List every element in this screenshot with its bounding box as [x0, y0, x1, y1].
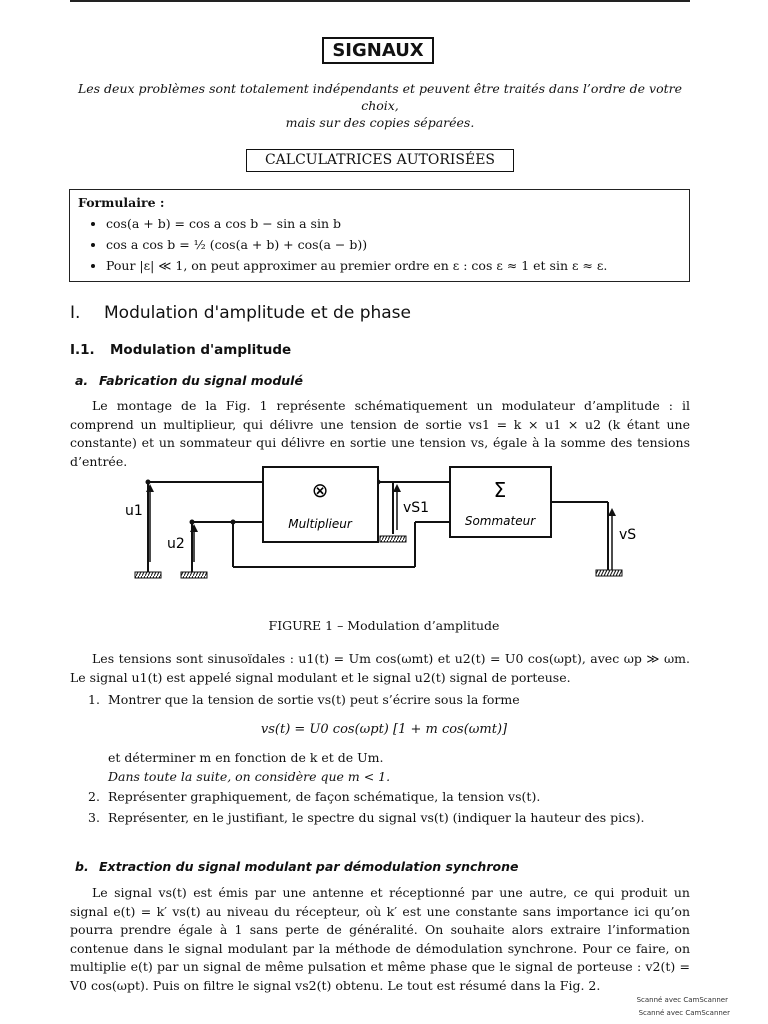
formula-item: • cos(a + b) = cos a cos b − sin a sin b	[106, 213, 681, 234]
formula-box	[69, 189, 690, 282]
u2-label: u2	[167, 536, 185, 552]
multiplier-symbol: ⊗	[311, 478, 329, 502]
figure-1-caption: FIGURE 1 – Modulation d’amplitude	[268, 618, 500, 633]
intro-text	[70, 80, 690, 131]
part-title: Extraction du signal modulant par démodulation synchrone	[99, 859, 519, 874]
page-title: SIGNAUX	[322, 37, 434, 64]
section-heading-1	[70, 303, 411, 323]
paragraph-demodulation: Le signal vs(t) est émis par une antenne et réceptionné par une autre, ce qui produit un signal e(t) = k′ vs(t) au niveau du récepteur, où k′ est une constante sans importance ici qu’on pourra prendre égale à 1 sans perte de généralité. On souhaite alors extraire l’information contenue dans le signal modulant par la méthode de démodulation synchrone. Pour ce faire, on multiplie e(t) par un signal de même pulsation et même phase que le signal de porteuse : v2(t) = V0 cos(ωpt). Puis on filtre le signal vs2(t) obtenu. Le tout est résumé dans la Fig. 2.	[70, 885, 690, 993]
part-title: Fabrication du signal modulé	[99, 373, 303, 388]
paragraph-modulator: Le montage de la Fig. 1 représente schématiquement un modulateur d’amplitude : il comprend un multiplieur, qui délivre une tension de sortie vs1 = k × u1 × u2 (k étant une constante) et un sommateur qui délivre en sortie une tension vs, égale à la somme des tensions d’entrée.	[70, 398, 690, 469]
top-rule	[70, 0, 690, 2]
formula-item: • Pour |ε| ≪ 1, on peut approximer au premier ordre en ε : cos ε ≈ 1 et sin ε ≈ ε.	[106, 255, 681, 276]
section-number: I.	[70, 303, 81, 323]
multiplier-label: Multiplieur	[288, 517, 352, 531]
paragraph-tensions: Les tensions sont sinusoïdales : u1(t) = Um cos(ωmt) et u2(t) = U0 cos(ωpt), avec ωp ≫ ωm. Le signal u1(t) est appelé signal modulant et le signal u2(t) signal de porteuse.	[70, 651, 690, 685]
part-number: a.	[75, 373, 89, 388]
formula-list	[78, 213, 681, 276]
scanner-watermark-1: Scanné avec CamScanner	[636, 996, 728, 1004]
vs-label: vS	[619, 527, 637, 543]
sum-symbol: Σ	[493, 478, 507, 502]
subsection-title: Modulation d'amplitude	[110, 342, 292, 358]
calculators-notice: CALCULATRICES AUTORISÉES	[246, 149, 514, 172]
subsection-heading-1-1	[70, 342, 291, 358]
figure-1-diagram	[115, 462, 655, 597]
question-2: 2. Représenter graphiquement, de façon schématique, la tension vs(t).	[88, 789, 541, 804]
intro-line-1: Les deux problèmes sont totalement indépendants et peuvent être traités dans l’ordre de votre choix,	[77, 81, 683, 113]
vs1-label: vS1	[403, 500, 430, 516]
part-heading-b	[75, 859, 518, 874]
sum-label: Sommateur	[464, 514, 536, 528]
part-number: b.	[75, 859, 89, 874]
question-1-continuation: et déterminer m en fonction de k et de Um. Dans toute la suite, on considère que m < 1.	[108, 750, 391, 784]
part-heading-a	[75, 373, 303, 388]
equation-vs: vs(t) = U0 cos(ωpt) [1 + m cos(ωmt)]	[260, 722, 508, 737]
section-title: Modulation d'amplitude et de phase	[104, 303, 411, 323]
u1-label: u1	[125, 503, 143, 519]
formula-title: Formulaire :	[78, 195, 165, 210]
subsection-number: I.1.	[70, 342, 95, 358]
question-3: 3. Représenter, en le justifiant, le spectre du signal vs(t) (indiquer la hauteur des pics).	[88, 810, 645, 825]
question-1: 1. Montrer que la tension de sortie vs(t) peut s’écrire sous la forme	[88, 692, 520, 707]
scanner-watermark-2: Scanné avec CamScanner	[638, 1009, 730, 1017]
intro-line-2: mais sur des copies séparées.	[285, 115, 475, 130]
formula-item: • cos a cos b = ½ (cos(a + b) + cos(a − b))	[106, 234, 681, 255]
